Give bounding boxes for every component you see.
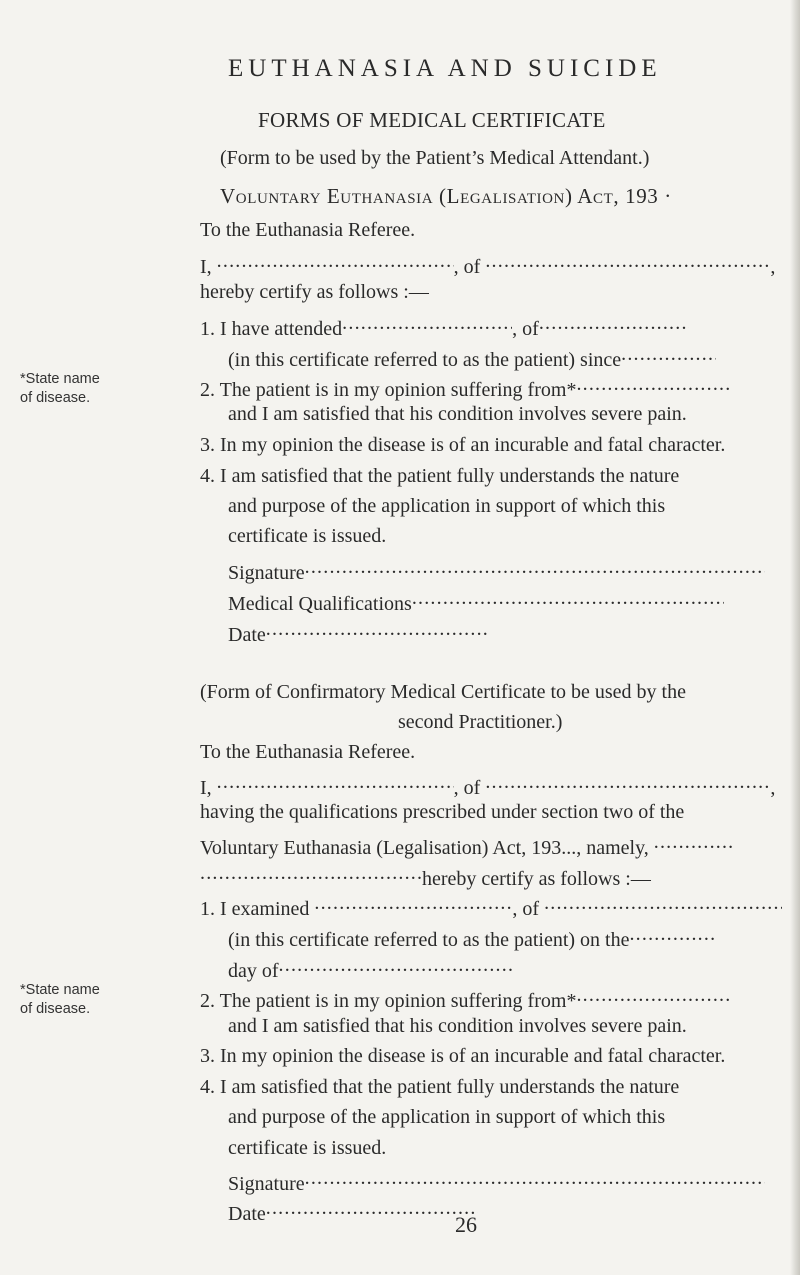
form2-day-line: day of..... <box>228 953 515 983</box>
form1-qualifications-line: Medical Qualifications..... <box>228 586 724 616</box>
form2-patient-blank[interactable] <box>314 891 512 915</box>
form2-address-blank[interactable] <box>485 770 770 794</box>
form2-signature-line: Signature..... <box>228 1166 765 1196</box>
form2-item-3: 3. In my opinion the disease is of an incurable and fatal character. <box>200 1045 726 1067</box>
form2-caption-b: second Practitioner.) <box>398 711 563 733</box>
margin-note-1: *State name of disease. <box>20 371 100 406</box>
form2-disease-blank[interactable] <box>576 983 731 1007</box>
form2-date-line: Date..... <box>228 1196 478 1226</box>
form2-name-blank[interactable] <box>217 770 454 794</box>
page-edge <box>790 0 800 1275</box>
form2-namely-blank[interactable] <box>654 830 734 854</box>
form2-item-4-c: certificate is issued. <box>228 1137 387 1159</box>
form2-to-referee: To the Euthanasia Referee. <box>200 741 416 763</box>
form2-item-2-cont: and I am satisfied that his condition involves severe pain. <box>228 1015 687 1037</box>
form1-signature-line: Signature..... <box>228 555 765 585</box>
form1-act-title: Voluntary Euthanasia (Legalisation) Act, 193 · <box>220 184 672 208</box>
form1-since-blank[interactable] <box>621 342 716 366</box>
form2-item-4: 4. I am satisfied that the patient fully understands the nature <box>200 1076 680 1098</box>
form2-item-1-cont: (in this certificate referred to as the patient) on the..... <box>228 922 717 952</box>
form1-patient-address-blank[interactable] <box>539 311 689 335</box>
form2-item-1: 1. I examined ..... , of ..... <box>200 891 782 921</box>
form1-i: I, <box>200 256 212 278</box>
margin-note-2: *State name of disease. <box>20 982 100 1017</box>
form2-patient-address-blank[interactable] <box>544 891 782 915</box>
form1-date-line: Date..... <box>228 617 488 647</box>
form1-disease-blank[interactable] <box>576 372 731 396</box>
form1-qualifications-blank[interactable] <box>412 586 724 610</box>
form1-item-1: 1. I have attended..... , of..... <box>200 311 689 341</box>
form1-name-blank[interactable] <box>217 249 454 273</box>
form2-item-4-b: and purpose of the application in support of which this <box>228 1106 666 1128</box>
form1-item-4-c: certificate is issued. <box>228 525 387 547</box>
form1-caption: (Form to be used by the Patient’s Medical Attendant.) <box>220 147 650 169</box>
form1-name-line: I, ..... , of ..... , <box>200 249 775 279</box>
running-header: EUTHANASIA AND SUICIDE <box>228 55 662 82</box>
form1-of: , of <box>453 256 481 278</box>
form1-item-1-cont: (in this certificate referred to as the patient) since..... <box>228 342 716 372</box>
page-number: 26 <box>455 1212 477 1237</box>
form1-to-referee: To the Euthanasia Referee. <box>200 219 416 241</box>
form2-certify-line: .....hereby certify as follows :— <box>200 861 651 891</box>
form2-having-b: Voluntary Euthanasia (Legalisation) Act, 193..., namely, ..... <box>200 830 734 860</box>
form1-date-blank[interactable] <box>266 617 488 641</box>
form1-item-2-cont: and I am satisfied that his condition involves severe pain. <box>228 403 687 425</box>
form2-date-blank[interactable] <box>266 1196 478 1220</box>
form2-caption-a: (Form of Confirmatory Medical Certificate to be used by the <box>200 681 686 703</box>
form1-item-3: 3. In my opinion the disease is of an incurable and fatal character. <box>200 434 726 456</box>
form1-signature-blank[interactable] <box>305 555 765 579</box>
form2-having-a: having the qualifications prescribed under section two of the <box>200 801 685 823</box>
form2-name-line: I, ..... , of ..... , <box>200 770 775 800</box>
form2-day-blank[interactable] <box>279 953 515 977</box>
form1-item-4: 4. I am satisfied that the patient fully understands the nature <box>200 465 680 487</box>
form2-item-2: 2. The patient is in my opinion suffering from*..... <box>200 983 731 1013</box>
form1-item-4-b: and purpose of the application in support of which this <box>228 495 666 517</box>
form2-on-the-blank[interactable] <box>629 922 717 946</box>
form1-address-blank[interactable] <box>485 249 770 273</box>
form1-item-2: 2. The patient is in my opinion suffering from*..... <box>200 372 731 402</box>
form1-certify: hereby certify as follows :— <box>200 281 429 303</box>
page-title: FORMS OF MEDICAL CERTIFICATE <box>258 108 606 132</box>
form2-namely-blank-2[interactable] <box>200 861 422 885</box>
form2-signature-blank[interactable] <box>305 1166 765 1190</box>
form1-patient-blank[interactable] <box>342 311 512 335</box>
